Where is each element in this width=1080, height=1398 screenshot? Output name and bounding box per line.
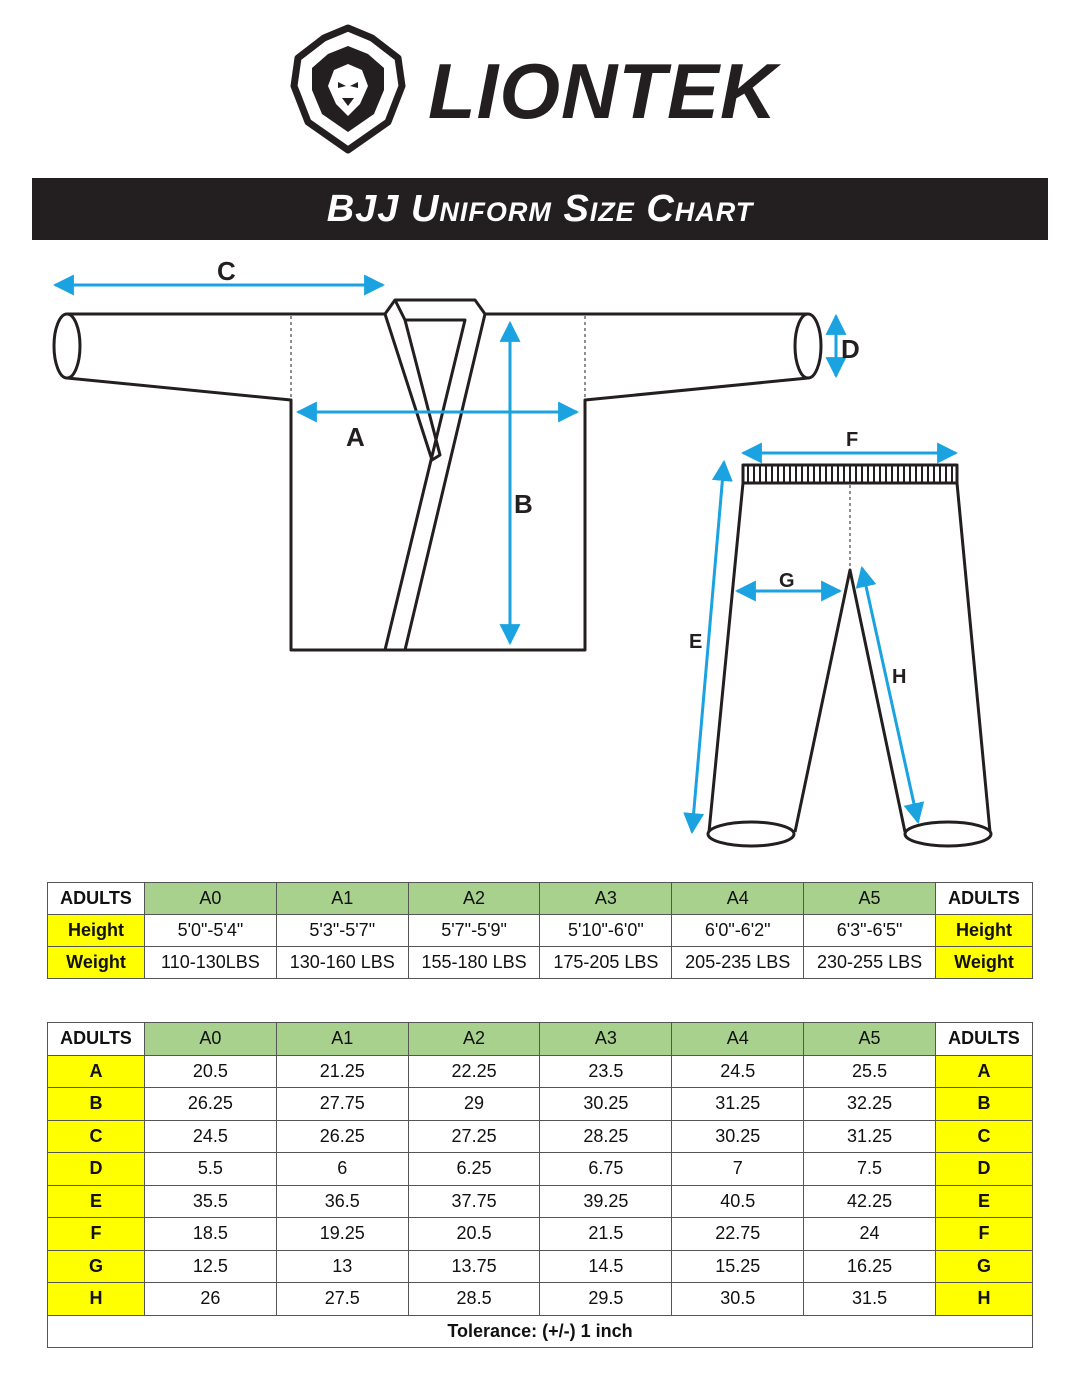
row-label: E [48, 1185, 145, 1218]
size-header: A3 [540, 883, 672, 915]
value-cell: 6.75 [540, 1153, 672, 1186]
label-a: A [346, 422, 365, 452]
value-cell: 35.5 [145, 1185, 277, 1218]
jacket-drawing [54, 300, 821, 650]
value-cell: 20.5 [408, 1218, 540, 1251]
row-label: H [936, 1283, 1033, 1316]
value-cell: 27.5 [276, 1283, 408, 1316]
row-label: B [48, 1088, 145, 1121]
row-label: Height [936, 915, 1033, 947]
row-label: G [48, 1250, 145, 1283]
row-label: Weight [48, 947, 145, 979]
corner-label: ADULTS [936, 883, 1033, 915]
label-f: F [846, 429, 859, 451]
row-label: C [48, 1120, 145, 1153]
table-row [48, 1250, 1033, 1283]
size-header: A5 [804, 883, 936, 915]
size-header: A0 [145, 1023, 277, 1056]
value-cell: 18.5 [145, 1218, 277, 1251]
table-row [48, 915, 1033, 947]
table-row [48, 1120, 1033, 1153]
label-c: C [217, 256, 236, 286]
row-label: Height [48, 915, 145, 947]
size-header: A2 [408, 1023, 540, 1056]
table-row [48, 1283, 1033, 1316]
size-header: A1 [276, 1023, 408, 1056]
size-header: A0 [145, 883, 277, 915]
value-cell: 13 [276, 1250, 408, 1283]
value-cell: 24.5 [145, 1120, 277, 1153]
value-cell: 21.25 [276, 1055, 408, 1088]
value-cell: 28.25 [540, 1120, 672, 1153]
value-cell: 31.5 [804, 1283, 936, 1316]
label-d: D [841, 334, 860, 364]
value-cell: 29.5 [540, 1283, 672, 1316]
row-label: D [48, 1153, 145, 1186]
size-header: A1 [276, 883, 408, 915]
value-cell: 130-160 LBS [276, 947, 408, 979]
row-label: B [936, 1088, 1033, 1121]
value-cell: 14.5 [540, 1250, 672, 1283]
value-cell: 30.5 [672, 1283, 804, 1316]
value-cell: 28.5 [408, 1283, 540, 1316]
page-title: BJJ Uniform Size Chart [32, 178, 1048, 240]
header-row [48, 1023, 1033, 1056]
value-cell: 7.5 [804, 1153, 936, 1186]
value-cell: 31.25 [672, 1088, 804, 1121]
value-cell: 230-255 LBS [804, 947, 936, 979]
value-cell: 13.75 [408, 1250, 540, 1283]
value-cell: 32.25 [804, 1088, 936, 1121]
value-cell: 27.25 [408, 1120, 540, 1153]
value-cell: 26.25 [145, 1088, 277, 1121]
value-cell: 175-205 LBS [540, 947, 672, 979]
value-cell: 12.5 [145, 1250, 277, 1283]
arrow-h [862, 568, 918, 822]
value-cell: 37.75 [408, 1185, 540, 1218]
tolerance-note: Tolerance: (+/-) 1 inch [48, 1315, 1033, 1348]
value-cell: 29 [408, 1088, 540, 1121]
value-cell: 19.25 [276, 1218, 408, 1251]
row-label: Weight [936, 947, 1033, 979]
value-cell: 21.5 [540, 1218, 672, 1251]
value-cell: 24 [804, 1218, 936, 1251]
label-g: G [779, 570, 795, 592]
brand-name: LIONTEK [428, 47, 778, 135]
value-cell: 23.5 [540, 1055, 672, 1088]
row-label: H [48, 1283, 145, 1316]
value-cell: 22.25 [408, 1055, 540, 1088]
value-cell: 205-235 LBS [672, 947, 804, 979]
value-cell: 20.5 [145, 1055, 277, 1088]
value-cell: 36.5 [276, 1185, 408, 1218]
value-cell: 5'10"-6'0" [540, 915, 672, 947]
table-row [48, 1218, 1033, 1251]
value-cell: 6 [276, 1153, 408, 1186]
value-cell: 155-180 LBS [408, 947, 540, 979]
corner-label: ADULTS [48, 883, 145, 915]
measure-arrows [55, 285, 956, 832]
size-header: A3 [540, 1023, 672, 1056]
header-row [48, 883, 1033, 915]
row-label: C [936, 1120, 1033, 1153]
size-header: A2 [408, 883, 540, 915]
value-cell: 6.25 [408, 1153, 540, 1186]
size-header: A5 [804, 1023, 936, 1056]
value-cell: 15.25 [672, 1250, 804, 1283]
table-row [48, 1088, 1033, 1121]
row-label: E [936, 1185, 1033, 1218]
corner-label: ADULTS [936, 1023, 1033, 1056]
value-cell: 6'0"-6'2" [672, 915, 804, 947]
value-cell: 5.5 [145, 1153, 277, 1186]
value-cell: 40.5 [672, 1185, 804, 1218]
row-label: F [936, 1218, 1033, 1251]
label-h: H [892, 666, 907, 688]
value-cell: 27.75 [276, 1088, 408, 1121]
value-cell: 42.25 [804, 1185, 936, 1218]
value-cell: 5'3"-5'7" [276, 915, 408, 947]
value-cell: 26 [145, 1283, 277, 1316]
value-cell: 5'0"-5'4" [145, 915, 277, 947]
table-row [48, 1055, 1033, 1088]
size-header: A4 [672, 883, 804, 915]
value-cell: 16.25 [804, 1250, 936, 1283]
table-row [48, 1153, 1033, 1186]
value-cell: 24.5 [672, 1055, 804, 1088]
size-header: A4 [672, 1023, 804, 1056]
pants-drawing [708, 465, 991, 846]
value-cell: 26.25 [276, 1120, 408, 1153]
value-cell: 25.5 [804, 1055, 936, 1088]
value-cell: 110-130LBS [145, 947, 277, 979]
value-cell: 6'3"-6'5" [804, 915, 936, 947]
value-cell: 22.75 [672, 1218, 804, 1251]
value-cell: 7 [672, 1153, 804, 1186]
table-row [48, 1185, 1033, 1218]
value-cell: 30.25 [672, 1120, 804, 1153]
label-b: B [514, 489, 533, 519]
value-cell: 30.25 [540, 1088, 672, 1121]
row-label: A [48, 1055, 145, 1088]
value-cell: 31.25 [804, 1120, 936, 1153]
row-label: G [936, 1250, 1033, 1283]
height-weight-table [47, 882, 1033, 979]
value-cell: 39.25 [540, 1185, 672, 1218]
measurements-table [47, 1022, 1033, 1348]
row-label: D [936, 1153, 1033, 1186]
row-label: A [936, 1055, 1033, 1088]
value-cell: 5'7"-5'9" [408, 915, 540, 947]
row-label: F [48, 1218, 145, 1251]
label-e: E [689, 631, 703, 653]
corner-label: ADULTS [48, 1023, 145, 1056]
table-row [48, 947, 1033, 979]
